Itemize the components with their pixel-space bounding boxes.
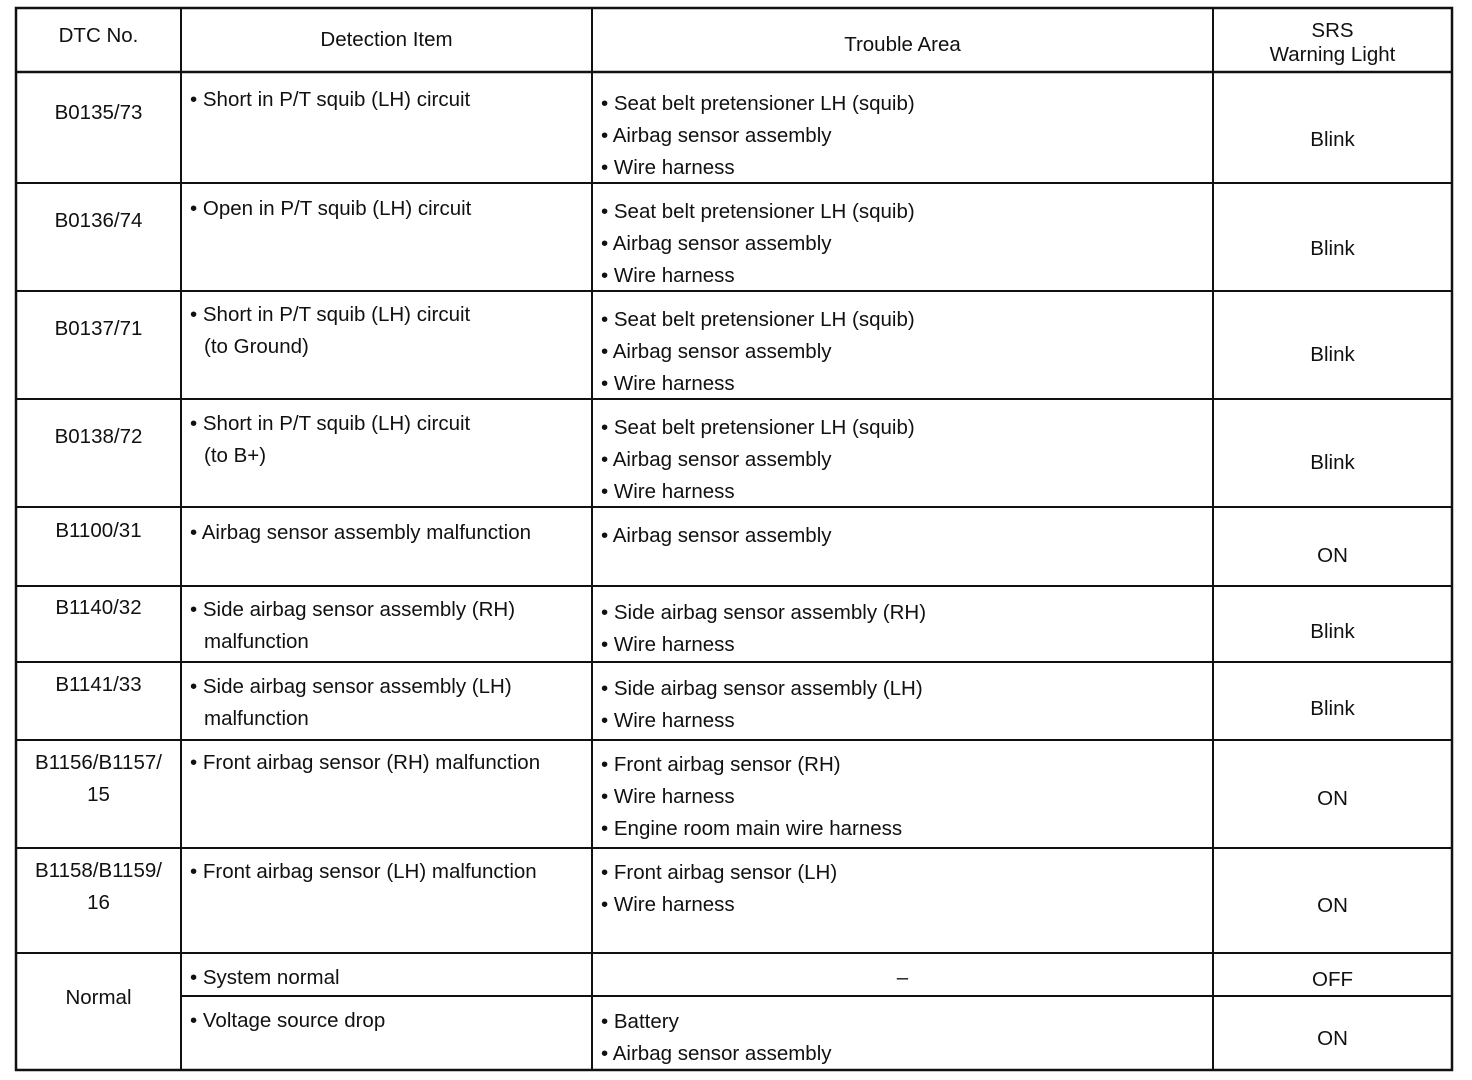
detection-line: • Voltage source drop — [190, 1009, 386, 1032]
dtc-code: B1158/B1159/ — [35, 859, 162, 882]
dtc-cell — [16, 421, 181, 453]
trouble-line: • Wire harness — [601, 633, 735, 656]
dtc-code: B1156/B1157/ — [35, 751, 162, 774]
trouble-line: • Wire harness — [601, 709, 735, 732]
trouble-line: • Wire harness — [601, 264, 735, 287]
detection-line: • System normal — [190, 966, 340, 989]
dtc-cell — [16, 669, 181, 701]
warning-light-cell: ON — [1317, 544, 1348, 567]
detection-cell — [190, 84, 590, 116]
trouble-line: • Battery — [601, 1010, 679, 1033]
dtc-cell — [16, 205, 181, 237]
trouble-cell — [601, 749, 1211, 845]
trouble-line: • Engine room main wire harness — [601, 817, 903, 840]
trouble-line: • Side airbag sensor assembly (RH) — [601, 601, 927, 624]
dtc-cell — [16, 97, 181, 129]
detection-cell — [190, 747, 590, 779]
detection-cell — [190, 193, 590, 225]
detection-cell — [190, 671, 590, 735]
dtc-code: B0138/72 — [54, 425, 143, 448]
trouble-cell — [601, 1006, 1211, 1070]
detection-line: • Airbag sensor assembly malfunction — [190, 521, 532, 544]
header-detection-item: Detection Item — [320, 28, 453, 51]
trouble-cell — [601, 304, 1211, 400]
dtc-code: 15 — [87, 783, 110, 806]
detection-line: (to B+) — [204, 444, 267, 467]
dtc-cell — [16, 313, 181, 345]
trouble-line: • Seat belt pretensioner LH (squib) — [601, 416, 915, 439]
detection-line: • Short in P/T squib (LH) circuit — [190, 303, 471, 326]
trouble-cell — [601, 857, 1211, 921]
dtc-cell — [16, 592, 181, 624]
trouble-cell — [601, 597, 1211, 661]
dtc-code: B1141/33 — [55, 673, 142, 696]
trouble-line: • Airbag sensor assembly — [601, 448, 832, 471]
dtc-code: B0135/73 — [54, 101, 143, 124]
trouble-line: • Airbag sensor assembly — [601, 524, 832, 547]
warning-light-cell: OFF — [1312, 968, 1353, 991]
dtc-code: 16 — [87, 891, 110, 914]
detection-cell — [190, 517, 590, 549]
header-trouble-area: Trouble Area — [844, 33, 961, 56]
detection-line: (to Ground) — [204, 335, 309, 358]
warning-light-cell: Blink — [1310, 451, 1355, 474]
warning-light-cell: Blink — [1310, 620, 1355, 643]
trouble-line: • Wire harness — [601, 480, 735, 503]
detection-line: • Front airbag sensor (LH) malfunction — [190, 860, 537, 883]
dtc-code: B0136/74 — [54, 209, 143, 232]
trouble-cell — [601, 88, 1211, 184]
detection-line: • Side airbag sensor assembly (RH) — [190, 598, 516, 621]
detection-cell — [190, 856, 590, 888]
dtc-code: B1100/31 — [55, 519, 142, 542]
trouble-line: • Airbag sensor assembly — [601, 340, 832, 363]
trouble-line: • Seat belt pretensioner LH (squib) — [601, 92, 915, 115]
trouble-line: • Wire harness — [601, 893, 735, 916]
trouble-line: • Front airbag sensor (LH) — [601, 861, 838, 884]
trouble-line: • Side airbag sensor assembly (LH) — [601, 677, 923, 700]
detection-cell — [190, 1005, 590, 1037]
trouble-line: • Airbag sensor assembly — [601, 232, 832, 255]
detection-line: • Side airbag sensor assembly (LH) — [190, 675, 512, 698]
warning-light-cell: Blink — [1310, 237, 1355, 260]
detection-line: malfunction — [204, 630, 309, 653]
trouble-cell — [601, 196, 1211, 292]
dtc-cell — [16, 855, 181, 919]
warning-light-cell: Blink — [1310, 697, 1355, 720]
dtc-code: B0137/71 — [54, 317, 143, 340]
trouble-line: • Wire harness — [601, 785, 735, 808]
trouble-line: • Front airbag sensor (RH) — [601, 753, 841, 776]
detection-line: • Short in P/T squib (LH) circuit — [190, 88, 471, 111]
dtc-code: Normal — [65, 986, 132, 1009]
trouble-cell — [592, 962, 1213, 994]
detection-cell — [190, 962, 590, 994]
trouble-cell — [601, 673, 1211, 737]
trouble-cell — [601, 520, 1211, 552]
header-srs-line1: SRS — [1311, 19, 1354, 42]
header-srs-line2: Warning Light — [1269, 43, 1396, 66]
detection-cell — [190, 299, 590, 363]
trouble-line: • Seat belt pretensioner LH (squib) — [601, 308, 915, 331]
trouble-line: • Wire harness — [601, 156, 735, 179]
trouble-line: • Seat belt pretensioner LH (squib) — [601, 200, 915, 223]
header-srs-warning-light — [1213, 19, 1452, 67]
trouble-line: – — [896, 966, 909, 989]
dtc-cell — [16, 747, 181, 811]
detection-cell — [190, 408, 590, 472]
header-dtc: DTC No. — [58, 24, 139, 47]
dtc-cell — [16, 515, 181, 547]
trouble-cell — [601, 412, 1211, 508]
trouble-line: • Wire harness — [601, 372, 735, 395]
warning-light-cell: Blink — [1310, 128, 1355, 151]
dtc-cell — [16, 982, 181, 1014]
detection-line: malfunction — [204, 707, 309, 730]
detection-line: • Open in P/T squib (LH) circuit — [190, 197, 472, 220]
warning-light-cell: Blink — [1310, 343, 1355, 366]
detection-line: • Short in P/T squib (LH) circuit — [190, 412, 471, 435]
warning-light-cell: ON — [1317, 1027, 1348, 1050]
warning-light-cell: ON — [1317, 787, 1348, 810]
warning-light-cell: ON — [1317, 894, 1348, 917]
dtc-code: B1140/32 — [55, 596, 142, 619]
detection-cell — [190, 594, 590, 658]
trouble-line: • Airbag sensor assembly — [601, 124, 832, 147]
trouble-line: • Airbag sensor assembly — [601, 1042, 832, 1065]
detection-line: • Front airbag sensor (RH) malfunction — [190, 751, 541, 774]
